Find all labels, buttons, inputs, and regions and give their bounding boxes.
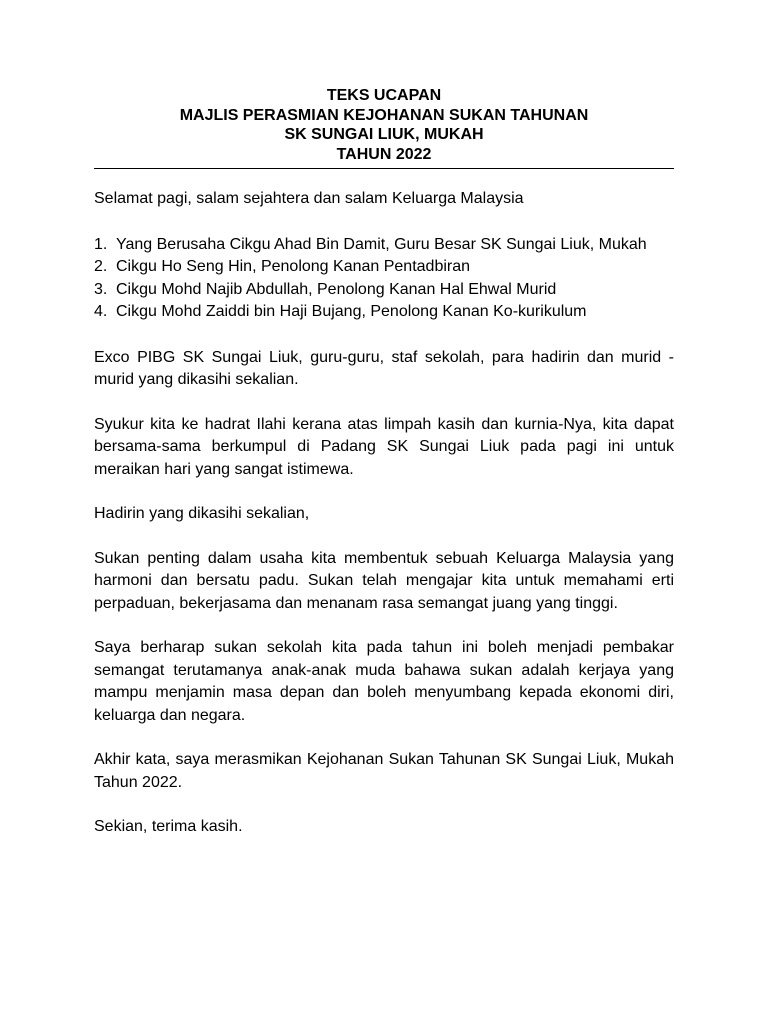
list-item-number: 2. — [94, 258, 108, 275]
title-underline — [94, 168, 674, 169]
greeting-text: Selamat pagi, salam sejahtera dan salam Keluarga Malaysia — [94, 190, 524, 207]
list-item-number: 4. — [94, 303, 108, 320]
list-item-text: Cikgu Mohd Najib Abdullah, Penolong Kanan Hal Ehwal Murid — [116, 280, 557, 298]
list-item-text: Yang Berusaha Cikgu Ahad Bin Damit, Guru Besar SK Sungai Liuk, Mukah — [116, 235, 647, 253]
title-line: MAJLIS PERASMIAN KEJOHANAN SUKAN TAHUNAN — [179, 106, 589, 124]
body-paragraph: Saya berharap sukan sekolah kita pada tahun ini boleh menjadi pembakar semangat terutamanya anak-anak muda bahawa sukan adalah kerjaya yang mampu menjamin masa depan dan boleh menyumbang kepada ekonomi diri, keluarga dan negara. — [94, 639, 674, 724]
title-line: SK SUNGAI LIUK, MUKAH — [284, 126, 484, 143]
document-title — [94, 86, 674, 164]
list-item — [94, 234, 674, 257]
body-paragraph: Akhir kata, saya merasmikan Kejohanan Sukan Tahunan SK Sungai Liuk, Mukah Tahun 2022. — [94, 751, 674, 791]
body-paragraph: Syukur kita ke hadrat Ilahi kerana atas limpah kasih dan kurnia-Nya, kita dapat bersama-sama berkumpul di Padang SK Sungai Liuk pada pagi ini untuk meraikan hari yang sangat istimewa. — [94, 415, 674, 478]
body-paragraph: Hadirin yang dikasihi sekalian, — [94, 505, 310, 522]
title-line: TAHUN 2022 — [336, 145, 432, 163]
list-item-text: Cikgu Ho Seng Hin, Penolong Kanan Pentadbiran — [116, 258, 471, 275]
list-item — [94, 279, 674, 302]
closing-text: Sekian, terima kasih. — [94, 818, 243, 835]
list-item-number: 3. — [94, 280, 108, 298]
body-paragraph: Sukan penting dalam usaha kita membentuk sebuah Keluarga Malaysia yang harmoni dan bersatu padu. Sukan telah mengajar kita untuk memahami erti perpaduan, bekerjasama dan menanam rasa semangat juang yang tinggi. — [94, 549, 674, 612]
list-item — [94, 256, 674, 279]
list-item — [94, 301, 674, 324]
title-line: TEKS UCAPAN — [326, 87, 442, 104]
body-paragraph: Exco PIBG SK Sungai Liuk, guru-guru, staf sekolah, para hadirin dan murid -murid yang dikasihi sekalian. — [94, 348, 674, 388]
document-page — [94, 86, 674, 839]
list-item-number: 1. — [94, 235, 108, 253]
recipient-list — [94, 234, 674, 324]
list-item-text: Cikgu Mohd Zaiddi bin Haji Bujang, Penolong Kanan Ko-kurikulum — [116, 303, 587, 320]
